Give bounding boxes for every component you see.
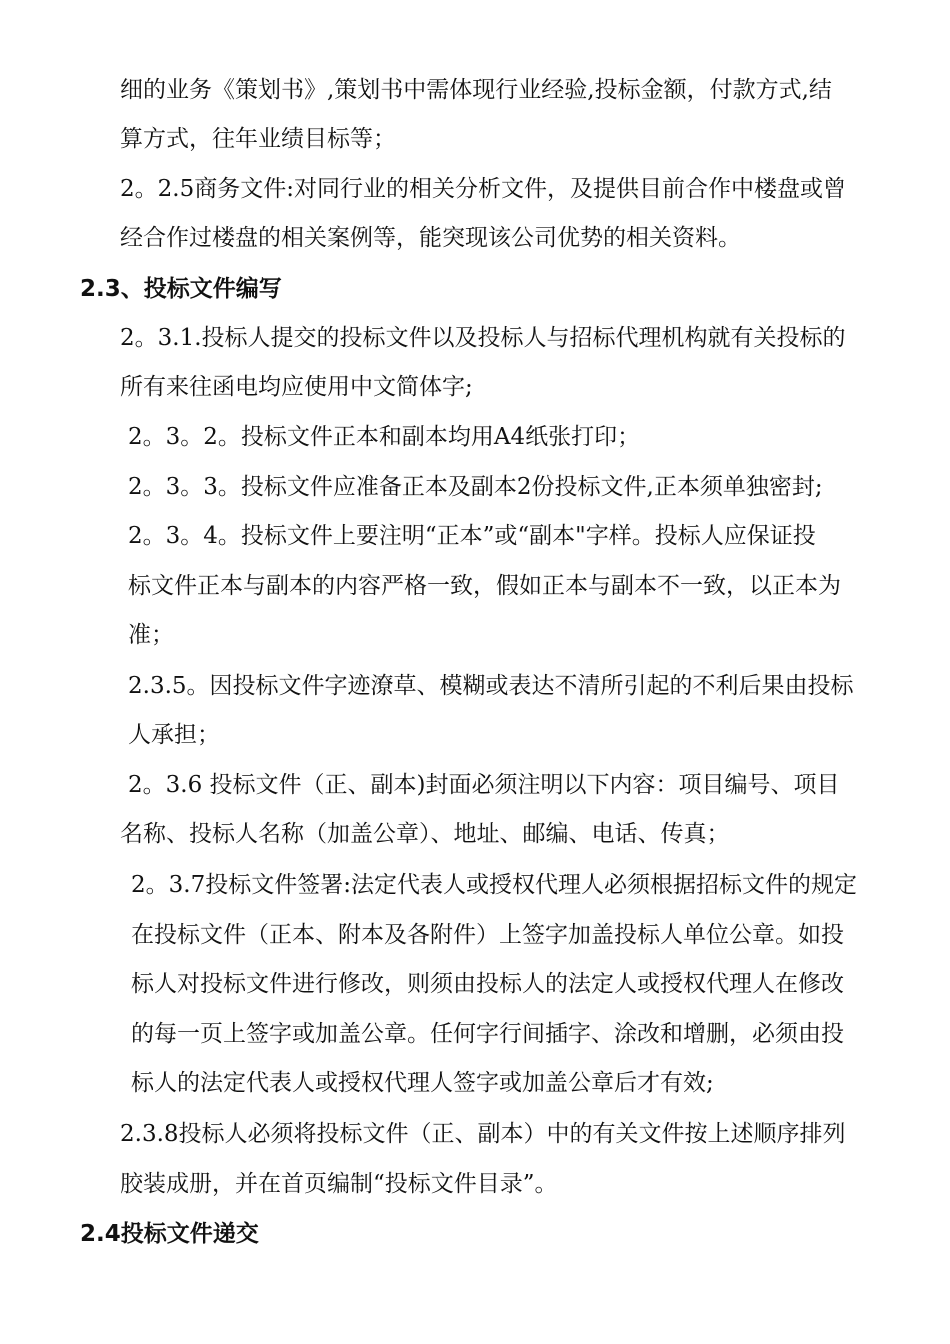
- section-heading: 2.3、投标文件编写: [80, 276, 282, 302]
- paragraph-line: 标人的法定代表人或授权代理人签字或加盖公章后才有效;: [131, 1070, 714, 1096]
- paragraph-line: 2。3。3。投标文件应准备正本及副本2份投标文件,正本须单独密封;: [128, 474, 823, 500]
- paragraph-line: 所有来往函电均应使用中文简体字;: [120, 374, 473, 400]
- paragraph-line: 的每一页上签字或加盖公章。任何字行间插字、涂改和增删，必须由投: [131, 1021, 844, 1047]
- paragraph-line: 标文件正本与副本的内容严格一致，假如正本与副本不一致，以正本为: [128, 573, 841, 599]
- paragraph-line: 2。3.1.投标人提交的投标文件以及投标人与招标代理机构就有关投标的: [120, 325, 846, 351]
- paragraph-line: 2。3.7投标文件签署:法定代表人或授权代理人必须根据招标文件的规定: [131, 872, 857, 898]
- paragraph-line: 经合作过楼盘的相关案例等，能突现该公司优势的相关资料。: [120, 225, 741, 251]
- paragraph-line: 2.3.5。因投标文件字迹潦草、模糊或表达不清所引起的不利后果由投标: [128, 673, 854, 699]
- paragraph-line: 标人对投标文件进行修改，则须由投标人的法定人或授权代理人在修改: [131, 971, 844, 997]
- paragraph-line: 名称、投标人名称（加盖公章）、地址、邮编、电话、传真；: [120, 821, 730, 847]
- paragraph-line: 2。3。4。投标文件上要注明“正本”或“副本"字样。投标人应保证投: [128, 523, 816, 549]
- paragraph-line: 2.3.8投标人必须将投标文件（正、副本）中的有关文件按上述顺序排列: [120, 1121, 846, 1147]
- paragraph-line: 2。2.5商务文件:对同行业的相关分析文件，及提供目前合作中楼盘或曾: [120, 176, 846, 202]
- paragraph-line: 细的业务《策划书》,策划书中需体现行业经验,投标金额，付款方式,结: [120, 77, 832, 103]
- paragraph-line: 在投标文件（正本、附本及各附件）上签字加盖投标人单位公章。如投: [131, 922, 844, 948]
- paragraph-line: 胶装成册，并在首页编制“投标文件目录”。: [120, 1171, 558, 1197]
- paragraph-line: 2。3.6 投标文件（正、副本)封面必须注明以下内容：项目编号、项目: [128, 772, 840, 798]
- paragraph-line: 2。3。2。投标文件正本和副本均用A4纸张打印；: [128, 424, 641, 450]
- paragraph-line: 准；: [128, 622, 174, 648]
- paragraph-line: 人承担；: [128, 722, 220, 748]
- paragraph-line: 算方式，往年业绩目标等；: [120, 126, 396, 152]
- section-heading: 2.4投标文件递交: [80, 1221, 259, 1247]
